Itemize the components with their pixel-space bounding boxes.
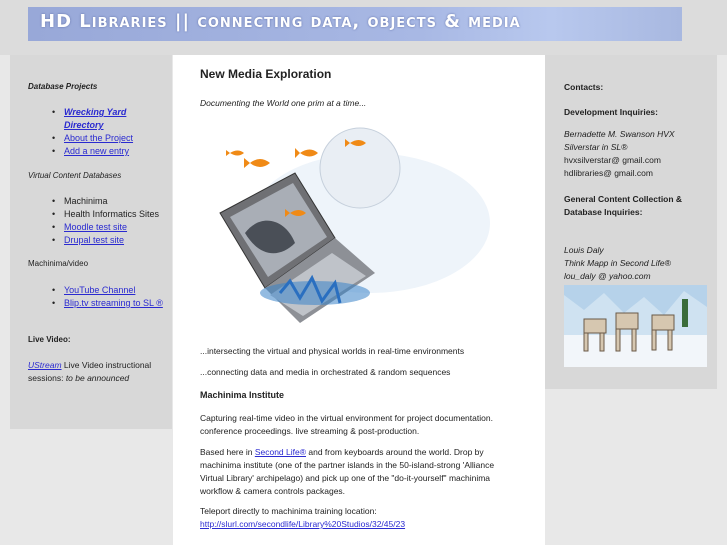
live-video-desc: Live Video instructional <box>61 360 152 370</box>
virtual-content-list <box>64 195 172 247</box>
main-content <box>173 55 545 545</box>
machinima-item: Machinima <box>64 196 108 206</box>
p2-pre: Based here in <box>200 447 255 457</box>
general-heading-line1: General Content Collection & <box>564 194 683 204</box>
machinima-video-list <box>64 284 164 310</box>
dev-email-1: hvxsilverstar@ gmail.com <box>564 155 661 165</box>
paragraph-based-here <box>200 446 545 498</box>
intersecting-line: ...intersecting the virtual and physical worlds in real-time environments <box>200 346 465 356</box>
list-item <box>64 195 172 208</box>
paragraph-teleport <box>200 505 545 531</box>
general-email-1: lou_daly @ yahoo.com <box>564 271 651 281</box>
dev-inquiries-heading: Development Inquiries: <box>564 107 658 117</box>
section-title: Machinima Institute <box>200 390 285 400</box>
database-projects-list <box>64 106 164 158</box>
p2-line2: machinima institute (one of the partner islands in the 50-island-strong 'Alliance <box>200 460 495 470</box>
laptop-fish-artwork <box>200 113 500 333</box>
dev-email-2: hdlibraries@ gmail.com <box>564 168 653 178</box>
live-video-heading: Live Video: <box>28 335 71 344</box>
about-project-link[interactable]: About the Project <box>64 133 134 143</box>
youtube-link[interactable]: YouTube Channel <box>64 285 136 295</box>
p1-line1: Capturing real-time video in the virtual environment for project documentation. <box>200 413 493 423</box>
dev-name: Bernadette M. Swanson HVX <box>564 129 675 139</box>
site-title: HD Libraries || connecting data, objects & media <box>40 11 521 32</box>
ustream-link[interactable]: UStream <box>28 360 62 370</box>
list-item <box>64 106 164 132</box>
dev-contact-block <box>564 128 714 180</box>
machinima-video-heading: Machinima/video <box>28 259 89 268</box>
contacts-heading: Contacts: <box>564 82 604 92</box>
general-inquiries-heading <box>564 193 714 219</box>
drupal-link[interactable]: Drupal test site <box>64 235 125 245</box>
list-item <box>64 284 164 297</box>
list-item <box>64 221 172 234</box>
list-item <box>64 234 172 247</box>
p2-post: and from keyboards around the world. Drop by <box>306 447 484 457</box>
teleport-label: Teleport directly to machinima training location: <box>200 506 377 516</box>
connecting-line: ...connecting data and media in orchestrated & random sequences <box>200 367 451 377</box>
health-informatics-item: Health Informatics Sites <box>64 209 160 219</box>
list-item <box>64 132 164 145</box>
p2-line4: workflow & camera controls packages. <box>200 486 346 496</box>
add-entry-link[interactable]: Add a new entry <box>64 146 130 156</box>
page-title: New Media Exploration <box>200 67 332 81</box>
paragraph-capturing <box>200 412 540 438</box>
list-item <box>64 297 164 310</box>
banner <box>28 7 682 41</box>
second-life-link[interactable]: Second Life® <box>254 447 306 457</box>
p1-line2: conference proceedings. live streaming & post-production. <box>200 426 420 436</box>
left-sidebar <box>10 55 172 429</box>
header-bar <box>0 0 727 55</box>
wrecking-yard-link[interactable]: Wrecking Yard Directory <box>64 107 127 130</box>
general-sl-name: Think Mapp in Second Life® <box>564 258 671 268</box>
moodle-link[interactable]: Moodle test site <box>64 222 128 232</box>
live-video-text <box>28 359 178 385</box>
virtual-content-heading: Virtual Content Databases <box>28 171 122 180</box>
dev-sl-name: Silverstar in SL® <box>564 142 628 152</box>
p2-line3: Virtual Library' archipelago) and pick up one of the "do-it-yourself" machinima <box>200 473 491 483</box>
sessions-label: sessions: <box>28 373 64 383</box>
slurl-link[interactable]: http://slurl.com/secondlife/Library%20Studios/32/45/23 <box>200 519 406 529</box>
general-heading-line2: Database Inquiries: <box>564 207 643 217</box>
list-item <box>64 145 164 158</box>
list-item <box>64 208 172 221</box>
bliptv-link[interactable]: Blip.tv streaming to SL ® <box>64 298 163 308</box>
horses-snow-artwork <box>564 285 707 367</box>
database-projects-heading: Database Projects <box>28 82 98 91</box>
right-sidebar <box>545 55 717 389</box>
general-name-1: Louis Daly <box>564 245 604 255</box>
tagline: Documenting the World one prim at a time... <box>200 98 367 108</box>
tba-text: to be announced <box>65 373 130 383</box>
